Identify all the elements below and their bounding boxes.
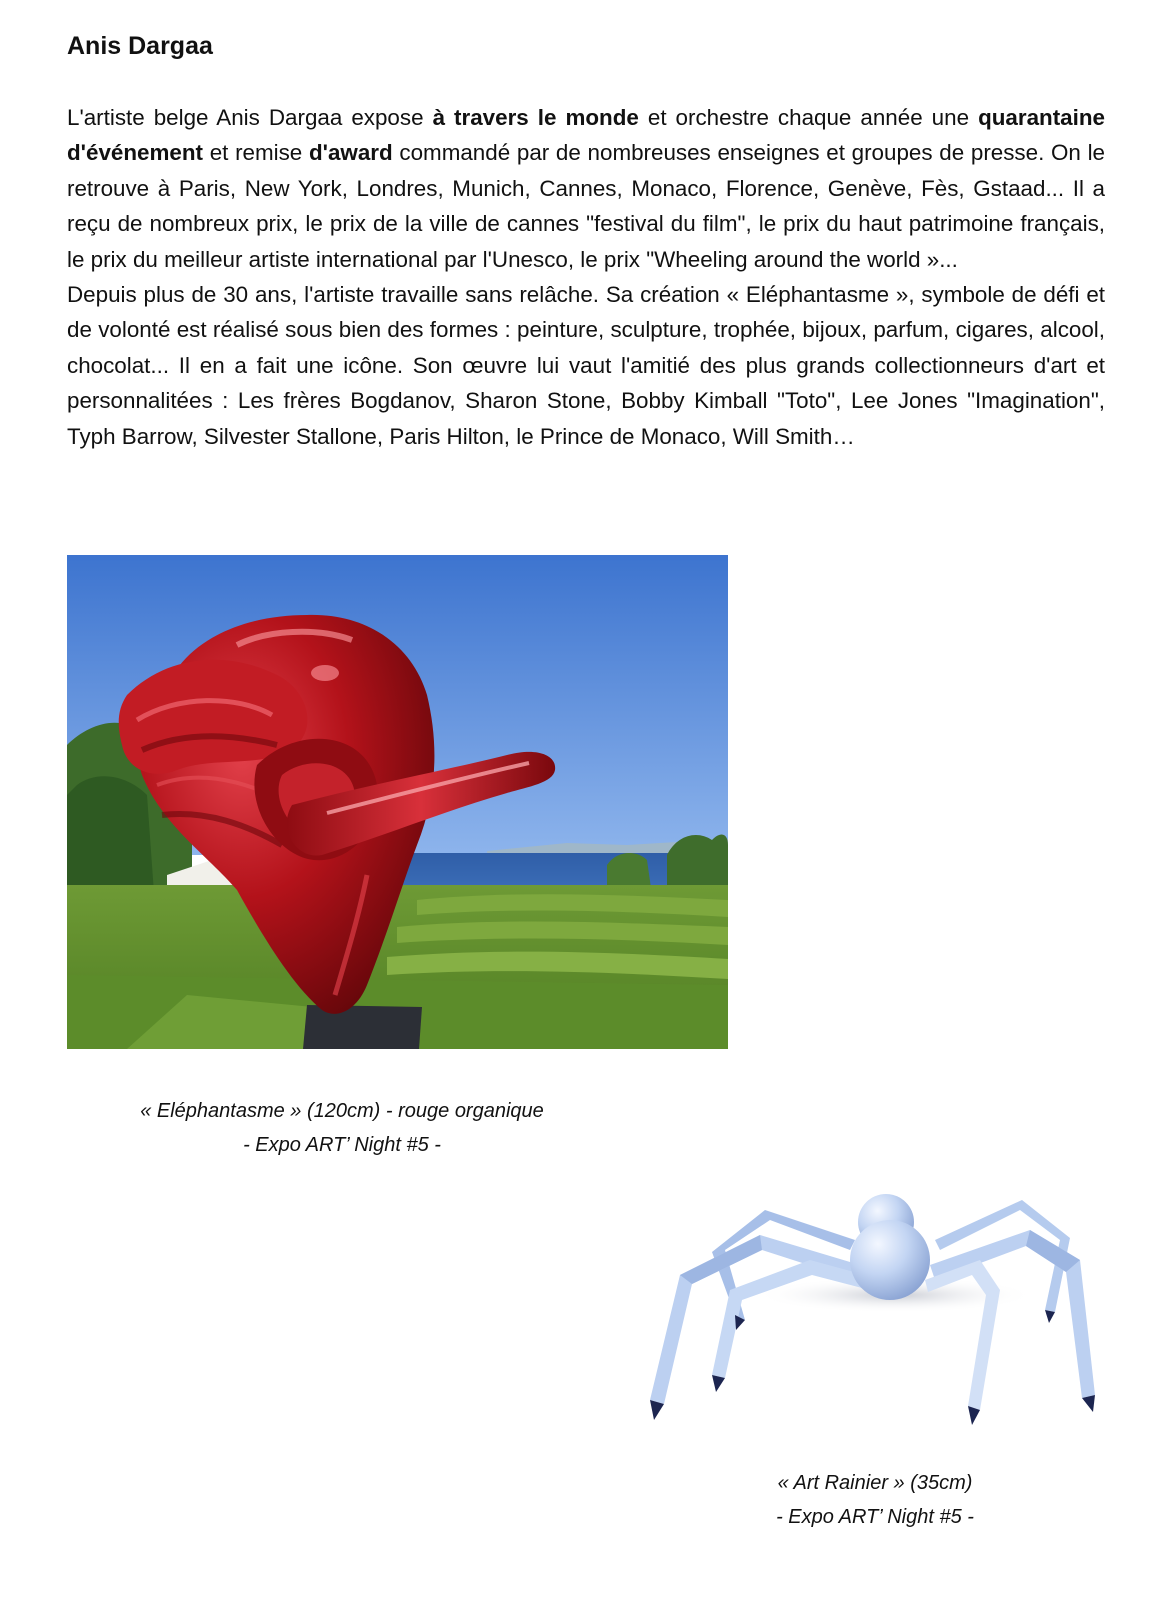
article-body xyxy=(67,100,1105,454)
elephantasme-caption-expo: - Expo ART’ Night #5 - xyxy=(243,1134,441,1156)
intro-text-1: L'artiste belge Anis Dargaa expose xyxy=(67,105,433,130)
paragraph-career: Depuis plus de 30 ans, l'artiste travaille sans relâche. Sa création « Eléphantasme », symbole de défi et de volonté est réalisé sous bien des formes : peinture, sculpture, trophée, bijoux, parfum, cigares, alcool, chocolat... Il en a fait une icône. Son œuvre lui vaut l'amitié des plus grands collectionneurs d'art et personnalitées : Les frères Bogdanov, Sharon Stone, Bobby Kimball "Toto", Lee Jones "Imagination", Typh Barrow, Silvester Stallone, Paris Hilton, le Prince de Monaco, Will Smith… xyxy=(67,282,1105,449)
art-rainier-caption-title: « Art Rainier » (35cm) xyxy=(777,1472,973,1494)
intro-text-2: et orchestre chaque année une xyxy=(638,105,979,130)
document-title: Anis Dargaa xyxy=(67,32,213,60)
intro-bold-1: à travers le monde xyxy=(432,105,639,130)
art-rainier-caption-expo: - Expo ART’ Night #5 - xyxy=(776,1506,974,1528)
intro-bold-2: quarantaine d'événement xyxy=(67,105,1105,166)
elephantasme-caption-title: « Eléphantasme » (120cm) - rouge organique xyxy=(140,1100,544,1122)
art-rainier-image xyxy=(650,1180,1102,1425)
intro-bold-3: d'award xyxy=(308,140,393,166)
paragraph-intro xyxy=(67,100,1105,277)
art-rainier-caption xyxy=(760,1466,990,1534)
intro-text-4: commandé par de nombreuses enseignes et groupes de presse. On le retrouve à Paris, New York, Londres, Munich, Cannes, Monaco, Florence, Genève, Fès, Gstaad... Il a reçu de nombreux prix, le prix de la ville de cannes "festival du film", le prix du haut patrimoine français, le prix du meilleur artiste international par l'Unesco, le prix "Wheeling around the world »... xyxy=(67,140,1105,272)
elephantasme-photo xyxy=(67,555,728,1049)
elephantasme-caption xyxy=(110,1094,574,1162)
intro-text-3: et remise xyxy=(202,140,309,166)
